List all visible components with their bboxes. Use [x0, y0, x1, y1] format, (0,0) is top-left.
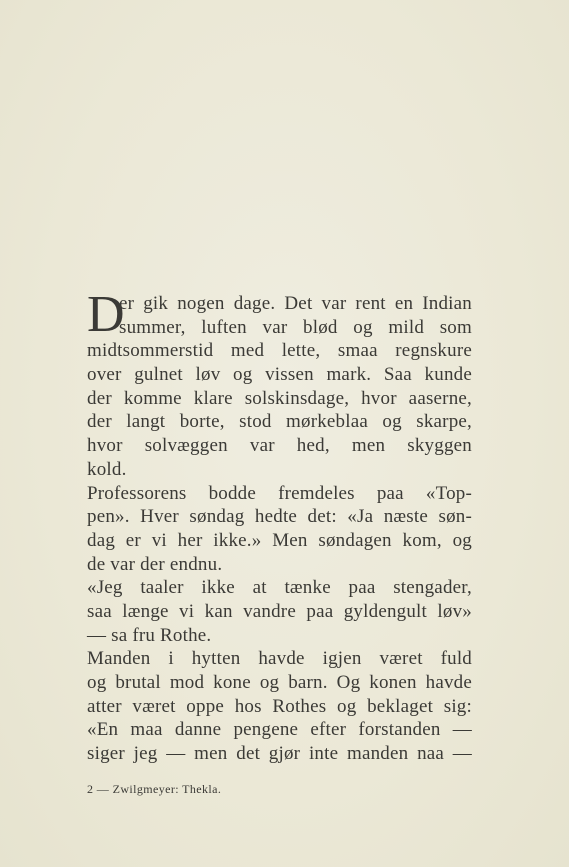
signature-mark: 2 — Zwilgmeyer: Thekla. [87, 782, 222, 796]
text-line: atter været oppe hos Rothes og beklaget sig: [87, 695, 472, 717]
text-line: hvor solvæggen var hed, men skyggen [87, 435, 472, 457]
body-text [87, 286, 472, 766]
text-line: pen». Hver søndag hedte det: «Ja næste søn- [87, 506, 472, 528]
drop-cap: D [87, 286, 125, 343]
text-line: siger jeg — men det gjør inte manden naa — [87, 743, 472, 765]
text-line: «Jeg taaler ikke at tænke paa stengader, [87, 577, 472, 599]
text-line: over gulnet løv og vissen mark. Saa kunde [87, 364, 472, 386]
text-line: og brutal mod kone og barn. Og konen havde [87, 672, 472, 693]
text-line: dag er vi her ikke.» Men søndagen kom, og [87, 529, 472, 551]
text-line: de var der endnu. [87, 553, 223, 575]
text-line: saa længe vi kan vandre paa gyldengult løv» [87, 600, 472, 622]
text-line: «En maa danne pengene efter forstanden — [87, 719, 472, 741]
text-line: Professorens bodde fremdeles paa «Top- [87, 482, 472, 504]
text-line: summer, luften var blød og mild som [119, 316, 472, 338]
text-line: er gik nogen dage. Det var rent en Indian [119, 293, 472, 314]
text-line: der langt borte, stod mørkeblaa og skarpe, [87, 411, 472, 433]
text-line: midtsommerstid med lette, smaa regnskure [87, 340, 472, 362]
text-line: Manden i hytten havde igjen været fuld [87, 648, 472, 670]
text-line: der komme klare solskinsdage, hvor aaserne, [87, 387, 472, 409]
text-line: — sa fru Rothe. [87, 624, 212, 646]
text-line: kold. [87, 458, 127, 480]
